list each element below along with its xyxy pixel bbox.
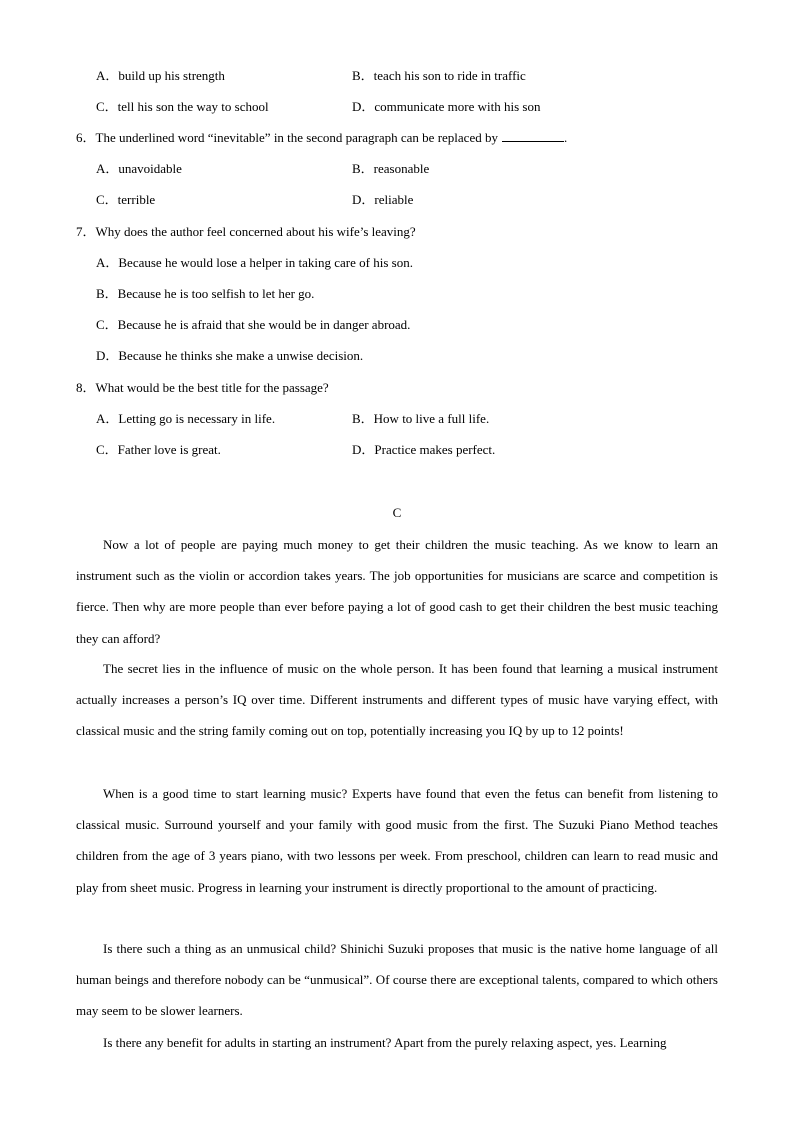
paragraph-3: When is a good time to start learning music? Experts have found that even the fetus can benefit from listening to classical music. Surround yourself and your family with good music from the first. The Suzuki Piano Method teaches children from the age of 3 years piano, with two lessons per week. From preschool, children can learn to read music and play from sheet music. Progress in learning your instrument is directly proportional to the amount of practicing. <box>76 786 718 895</box>
q6-stem-line <box>76 129 567 147</box>
q8-stem: 8．What would be the best title for the passage? <box>76 380 329 395</box>
q5-option-d: D．communicate more with his son <box>352 99 541 114</box>
answer-blank <box>502 129 564 142</box>
q5-option-c: C．tell his son the way to school <box>96 99 269 114</box>
q5-option-b: B．teach his son to ride in traffic <box>352 68 526 83</box>
q6-stem: 6．The underlined word “inevitable” in the second paragraph can be replaced by <box>76 130 498 145</box>
q8-option-c: C．Father love is great. <box>96 442 221 457</box>
q6-option-c: C．terrible <box>96 192 156 207</box>
q5-option-a: A．build up his strength <box>96 68 225 83</box>
q6-option-d: D．reliable <box>352 192 414 207</box>
paragraph-4: Is there such a thing as an unmusical child? Shinichi Suzuki proposes that music is the native home language of all human beings and therefore nobody can be “unmusical”. Of course there are exceptional talents, compared to which others may seem to be slower learners. <box>76 941 718 1019</box>
q7-option-c: C．Because he is afraid that she would be in danger abroad. <box>96 317 411 332</box>
q6-stem-end: . <box>563 130 568 145</box>
paragraph-5: Is there any benefit for adults in starting an instrument? Apart from the purely relaxing aspect, yes. Learning <box>103 1035 667 1050</box>
q8-option-b: B．How to live a full life. <box>352 411 490 426</box>
q6-option-b: B．reasonable <box>352 161 430 176</box>
section-title: C <box>392 505 402 520</box>
q7-option-d: D．Because he thinks she make a unwise decision. <box>96 348 364 363</box>
q8-option-a: A．Letting go is necessary in life. <box>96 411 276 426</box>
paragraph-2: The secret lies in the influence of music on the whole person. It has been found that learning a musical instrument actually increases a person’s IQ over time. Different instruments and different types of music have varying effect, with classical music and the string family coming out on top, potentially increasing you IQ by up to 12 points! <box>76 661 718 739</box>
q7-stem: 7．Why does the author feel concerned about his wife’s leaving? <box>76 224 416 239</box>
q7-option-a: A．Because he would lose a helper in taking care of his son. <box>96 255 413 270</box>
q8-option-d: D．Practice makes perfect. <box>352 442 496 457</box>
q7-option-b: B．Because he is too selfish to let her go. <box>96 286 315 301</box>
q6-option-a: A．unavoidable <box>96 161 182 176</box>
paragraph-1: Now a lot of people are paying much money to get their children the music teaching. As we know to learn an instrument such as the violin or accordion takes years. The job opportunities for musicians are scarce and competition is fierce. Then why are more people than ever before paying a lot of good cash to get their children the best music teaching they can afford? <box>76 537 718 646</box>
